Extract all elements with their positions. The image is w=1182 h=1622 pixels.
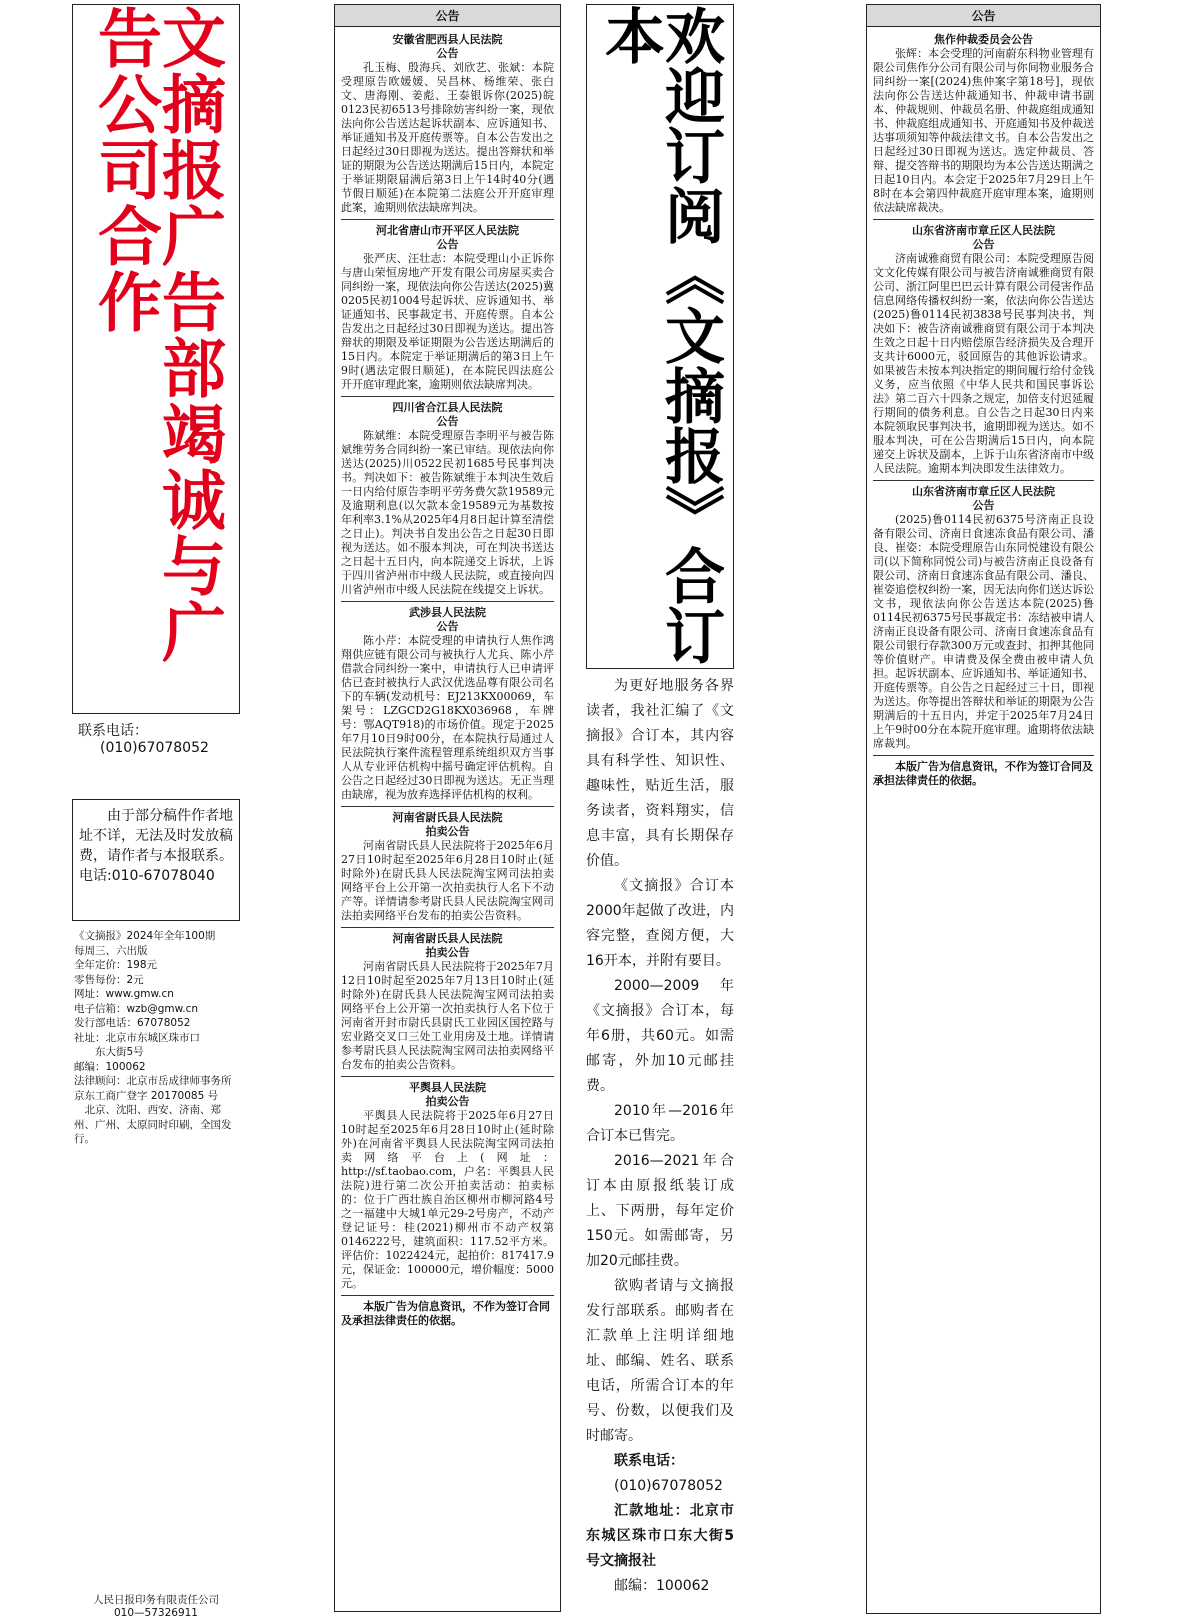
author-notice-phone: 电话:010-67078040 — [79, 868, 215, 884]
publication-info — [72, 929, 240, 1147]
ad-phone-block — [72, 714, 240, 794]
remit-address: 汇款地址：北京市东城区珠市口东大街5号文摘报社 — [586, 1503, 734, 1569]
notice-title: 山东省济南市章丘区人民法院 公告 — [912, 224, 1055, 251]
notice-divider — [341, 1076, 554, 1077]
notice-body: 陈斌维：本院受理原告李明平与被告陈斌维劳务合同纠纷一案已审结。现依法向你送达(2025)川0522民初1685号民事判决书。判决如下：被告陈斌维于本判决生效后一日内给付原告李明平劳务费欠款19589元及逾期利息(以欠款本金19589元为基数按年利率3.1%从2025年4月8日起计算至清偿之日止)。判决书自发出公告之日起30日即视为送达。如不服本判决，可在判决书送达之日起十五日内，向本院递交上诉状，上诉于四川省泸州市中级人民法院，或直接向四川省泸州市中级人民法院在线提交上诉状。 — [341, 429, 554, 596]
notice-body: 河南省尉氏县人民法院将于2025年6月27日10时起至2025年6月28日10时止(延时除外)在尉氏县人民法院淘宝网司法拍卖网络平台上公开第一次拍卖执行人名下不动产等。详情请参考尉氏县人民法院淘宝网司法拍卖网络平台发布的拍卖公告资料。 — [341, 839, 554, 922]
notice-title: 四川省合江县人民法院 公告 — [392, 401, 503, 428]
sub-paragraph: 2016—2021年合订本由原报纸装订成上、下两册，每年定价150元。如需邮寄，另加20元邮挂费。 — [586, 1153, 734, 1269]
author-notice-text: 由于部分稿件作者地址不详，无法及时发放稿费，请作者与本报联系。 — [79, 808, 233, 864]
info-line: 零售每份：2元 — [74, 973, 144, 986]
notice-body: 河南省尉氏县人民法院将于2025年7月12日10时起至2025年7月13日10时止(延时除外)在尉氏县人民法院淘宝网司法拍卖网络平台上公开第一次拍卖执行人名下位于河南省开封市尉氏县尉氏工业园区国控路与宏业路交叉口三处工业用房及土地。详情请参考尉氏县人民法院淘宝网司法拍卖网络平台发布的拍卖公告资料。 — [341, 960, 554, 1071]
notice-list — [335, 27, 560, 1330]
info-line: 发行部电话：67078052 — [74, 1017, 191, 1029]
notice-divider — [873, 219, 1094, 220]
info-line: 北京、沈阳、西安、济南、郑州、广州、太原同时印刷，全国发行。 — [74, 1104, 232, 1145]
info-line: 全年定价：198元 — [74, 959, 158, 971]
notice-title: 山东省济南市章丘区人民法院 公告 — [912, 485, 1055, 512]
notice-body: 陈小芹：本院受理的申请执行人焦作鸿翔供应链有限公司与被执行人尤兵、陈小芹借款合同纠纷一案中，申请执行人已申请评估已查封被执行人武汉优选品尊有限公司名下的车辆(发动机号：EJ213KX00069，车架号：LZGCD2G18KX036968，车牌号：鄂AQT918)的市场价值。现定于2025年7月10日9时00分，在本院执行局通过人民法院执行案件流程管理系统组织双方当事人从专业评估机构中摇号确定评估机构。自公告之日起经过30日即视为送达。无正当理由缺席，视为放弃选择评估机构的权利。 — [341, 634, 554, 801]
notice-body: 孔玉梅、殷海兵、刘欣艺、张斌：本院受理原告欧媛媛、吴昌林、杨维荣、张白文、唐海刚、姜彪、王泰银诉你(2025)皖0123民初6513号排除妨害纠纷一案，现依法向你公告送达起诉状副本、应诉通知书、举证通知书及开庭传票等。自本公告发出之日起经过30日即视为送达。提出答辩状和举证的期限为公告送达期满后15日内，本院定于举证期限届满后第3日上午14时40分(遇节假日顺延)在本院第二法庭公开开庭审理此案，逾期则依法缺席判决。 — [341, 61, 554, 214]
notice-body: 平舆县人民法院将于2025年6月27日10时起至2025年6月28日10时止(延时除外)在河南省平舆县人民法院淘宝网司法拍卖网络平台上(网址：http://sf.taobao.com，户名：平舆县人民法院)进行第二次公开拍卖活动：拍卖标的：位于广西壮族自治区柳州市柳河路4号之一福建中大城1单元29-2号房产，不动产登记证号：桂(2021)柳州市不动产权第0146222号，建筑面积：117.52平方米。评估价：1022424元，起拍价：817417.9元，保证金：100000元，增价幅度：5000元。 — [341, 1109, 554, 1290]
info-line: 法律顾问：北京市岳成律师事务所 — [74, 1075, 232, 1087]
notice-title: 武涉县人民法院 公告 — [409, 606, 486, 633]
disclaimer: 本版广告为信息资讯，不作为签订合同及承担法律责任的依据。 — [873, 760, 1093, 787]
notice-divider — [341, 396, 554, 397]
phone-label: 联系电话： — [78, 723, 148, 739]
info-line: 《文摘报》2024年全年100期 — [74, 930, 216, 942]
printer-name: 人民日报印务有限责任公司 — [93, 1594, 219, 1606]
notice-divider — [341, 601, 554, 602]
column-notices-right — [866, 4, 1101, 1614]
notice-title: 河北省唐山市开平区人民法院 公告 — [376, 224, 519, 251]
info-line: 电子信箱：wzb@gmw.cn — [74, 1002, 199, 1015]
notice-divider — [873, 480, 1094, 481]
notice-divider — [341, 806, 554, 807]
sub-paragraph: 欲购者请与文摘报发行部联系。邮购者在汇款单上注明详细地址、邮编、姓名、联系电话，所需合订本的年号、份数，以便我们及时邮寄。 — [586, 1278, 734, 1444]
ad-headline-box — [72, 4, 240, 714]
notice-title: 河南省尉氏县人民法院 拍卖公告 — [392, 811, 503, 838]
column-ad-recruit — [72, 4, 242, 1622]
contact-label: 联系电话： — [614, 1453, 684, 1469]
notice-divider — [341, 927, 554, 928]
sub-paragraph: 2010年—2016年合订本已售完。 — [586, 1103, 734, 1144]
column-notices-left — [334, 4, 561, 1612]
notice-title: 焦作仲裁委员会公告 — [934, 33, 1033, 46]
notice-divider — [873, 755, 1094, 756]
printer-phone: 010—57326911 — [114, 1607, 198, 1619]
notice-body: (2025)鲁0114民初6375号济南正良设备有限公司、济南日食速冻食品有限公司、潘良、崔姿：本院受理原告山东同悦建设有限公司(以下简称同悦公司)与被告济南正良设备有限公司、济南日食速冻食品有限公司、潘良、崔姿追偿权纠纷一案，因无法向你们送达诉讼文书，现依法向你公告送达本院(2025)鲁0114民初6375号民事裁定书：冻结被申请人济南正良设备有限公司、济南日食速冻食品有限公司银行存款300万元或查封、扣押其他同等价值财产。申请费及保全费由被申请人负担。起诉状副本、应诉通知书、举证通知书、开庭传票等。自公告之日起经过三十日，即视为送达。你等提出答辩状和举证的期限为公告期满后的十五日内，并定于2025年7月24日上午9时00分在本院开庭审理。逾期将依法缺席裁判。 — [873, 513, 1094, 750]
sub-paragraph: 为更好地服务各界读者，我社汇编了《文摘报》合订本，其内容具有科学性、知识性、趣味性，贴近生活，服务读者，资料翔实，信息丰富，具有长期保存价值。 — [586, 678, 734, 869]
sub-paragraph: 《文摘报》合订本2000年起做了改进，内容完整，查阅方便，大16开本，并附有要目。 — [586, 878, 734, 969]
disclaimer: 本版广告为信息资讯，不作为签订合同及承担法律责任的依据。 — [341, 1300, 550, 1327]
notice-body: 张严庆、汪壮志：本院受理山小正诉你与唐山荣恒房地产开发有限公司房屋买卖合同纠纷一案，现依法向你公告送达(2025)冀0205民初1004号起诉状、应诉通知书、举证通知书、民事裁定书、开庭传票。自本公告发出之日起经过30日即视为送达。提出答辩状的期限及举证期限为公告送达期满后的15日内。本院定于举证期满后的第3日上午9时(遇法定假日顺延)，在本院民四法庭公开开庭审理此案，逾期则依法缺席判决。 — [341, 252, 554, 391]
info-line: 社址：北京市东城区珠市口 — [74, 1031, 200, 1044]
info-line: 京东工商广登字 20170085 号 — [74, 1089, 219, 1102]
info-line: 邮编：100062 — [74, 1060, 146, 1073]
notice-body: 张辉：本会受理的河南蔚东科物业管理有限公司焦作分公司有限公司与你间物业服务合同纠纷一案[(2024)焦仲案字第18号]，现依法向你公告送达仲裁通知书、仲裁申请书副本、仲裁规则、仲裁员名册、仲裁庭组成通知书、仲裁庭组成通知书、开庭通知书及仲裁送达事项须知等仲裁法律文书。自本公告发出之日起经过30日即视为送达。选定仲裁员、答辩、提交答辩书的期限均为本公告送达期满之日起10日内。本会定于2025年7月29日上午8时在本会第四仲裁庭开庭审理本案，逾期则依法缺席裁决。 — [873, 47, 1094, 214]
column-subscription-ad — [586, 4, 734, 1614]
notice-title: 安徽省肥西县人民法院 公告 — [392, 33, 503, 60]
notice-divider — [341, 219, 554, 220]
notice-title: 平舆县人民法院 拍卖公告 — [409, 1081, 486, 1108]
zip-code: 邮编：100062 — [614, 1578, 710, 1594]
notice-title: 河南省尉氏县人民法院 拍卖公告 — [392, 932, 503, 959]
subscription-headline: 欢迎订阅《文摘报》合订本 — [595, 5, 725, 665]
notice-list — [867, 27, 1100, 790]
section-header: 公告 — [867, 5, 1100, 27]
subscription-headline-box — [586, 4, 734, 669]
section-header: 公告 — [335, 5, 560, 27]
notice-body: 济南诚雅商贸有限公司：本院受理原告阅文文化传媒有限公司与被告济南诚雅商贸有限公司、浙江阿里巴巴云计算有限公司侵害作品信息网络传播权纠纷一案，依法向你公告送达(2025)鲁0114民初3838号民事判决书，判决如下：被告济南诚雅商贸有限公司于本判决生效之日起十日内赔偿原告经济损失及合理开支共计6000元，驳回原告的其他诉讼请求。如果被告未按本判决指定的期间履行给付金钱义务，应当依照《中华人民共和国民事诉讼法》第二百六十四条之规定，加倍支付迟延履行期间的债务利息。自公告之日起30日内来本院领取民事判决书，逾期即视为送达。如不服本判决，可在公告期满后15日内，向本院递交上诉状及副本，上诉于山东省济南市中级人民法院。逾期本判决即发生法律效力。 — [873, 252, 1094, 475]
info-line: 东大街5号 — [74, 1046, 144, 1058]
notice-divider — [341, 1295, 554, 1296]
sub-paragraph: 2000—2009年《文摘报》合订本，每年6册，共60元。如需邮寄，外加10元邮挂费。 — [586, 978, 734, 1094]
info-line: 网址：www.gmw.cn — [74, 988, 174, 1000]
phone-number: (010)67078052 — [100, 740, 209, 756]
contact-phone: (010)67078052 — [614, 1478, 723, 1494]
subscription-text — [586, 674, 734, 1599]
ad-headline: 文摘报广告部竭诚与广告公司合作 — [87, 5, 225, 665]
info-line: 每周三、六出版 — [74, 944, 148, 957]
author-notice-box — [72, 799, 240, 921]
printer-footer — [72, 1594, 240, 1620]
